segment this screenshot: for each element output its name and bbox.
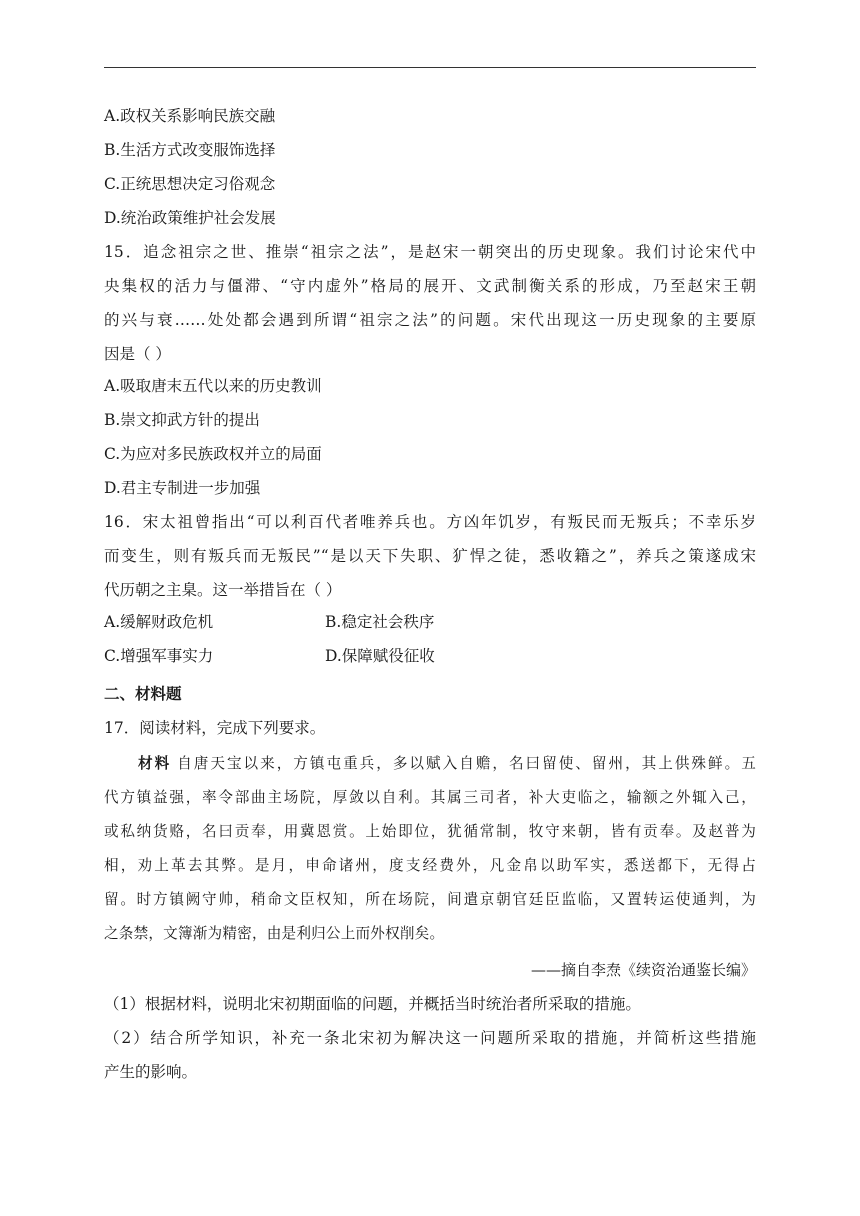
q16-option-d: D.保障赋役征收 bbox=[325, 647, 435, 665]
q14-option-d: D.统治政策维护社会发展 bbox=[104, 209, 276, 227]
q16-stem-line: 而变生，则有叛兵而无叛民”“是以天下失职、犷悍之徒，悉收籍之”，养兵之策遂成宋 bbox=[104, 547, 756, 565]
section-title: 二、材料题 bbox=[104, 685, 182, 703]
q16-stem-line: 16．宋太祖曾指出“可以利百代者唯养兵也。方凶年饥岁，有叛民而无叛兵；不幸乐岁 bbox=[104, 513, 756, 531]
q15-option-c: C.为应对多民族政权并立的局面 bbox=[104, 445, 322, 463]
q15-option-d: D.君主专制进一步加强 bbox=[104, 479, 261, 497]
q15-stem-line: 央集权的活力与僵滞、“守内虚外”格局的展开、文武制衡关系的形成，乃至赵宋王朝 bbox=[104, 277, 756, 295]
q17-sub-question-1: （1）根据材料，说明北宋初期面临的问题，并概括当时统治者所采取的措施。 bbox=[104, 995, 641, 1013]
material-text: 自唐天宝以来，方镇屯重兵，多以赋入自赡，名曰留使、留州，其上供殊鲜。五 bbox=[177, 755, 756, 772]
material-line: 留。时方镇阙守帅，稍命文臣权知，所在场院，间遣京朝官廷臣监临，又置转运使通判，为 bbox=[104, 891, 756, 908]
q15-option-b: B.崇文抑武方针的提出 bbox=[104, 411, 260, 429]
q17-intro: 17．阅读材料，完成下列要求。 bbox=[104, 719, 326, 737]
material-source: ——摘自李焘《续资治通鉴长编》 bbox=[530, 961, 756, 979]
material-line: 代方镇益强，率令部曲主场院，厚敛以自利。其属三司者，补大吏临之，输额之外辄入己， bbox=[104, 789, 756, 806]
material-line: 之条禁，文簿渐为精密，由是利归公上而外权削矣。 bbox=[104, 925, 445, 942]
q16-option-b: B.稳定社会秩序 bbox=[325, 613, 435, 631]
q15-stem-line: 因是（ ） bbox=[104, 345, 171, 363]
material-line bbox=[138, 754, 756, 774]
q15-stem-line: 的兴与衰……处处都会遇到所谓“祖宗之法”的问题。宋代出现这一历史现象的主要原 bbox=[104, 311, 756, 329]
q16-option-a: A.缓解财政危机 bbox=[104, 613, 214, 631]
q14-option-c: C.正统思想决定习俗观念 bbox=[104, 175, 276, 193]
header-rule bbox=[104, 67, 756, 68]
q14-option-a: A.政权关系影响民族交融 bbox=[104, 107, 276, 125]
material-label: 材料 bbox=[138, 755, 172, 772]
q14-option-b: B.生活方式改变服饰选择 bbox=[104, 141, 276, 159]
q16-option-c: C.增强军事实力 bbox=[104, 647, 214, 665]
q17-sub-question-2: （2）结合所学知识，补充一条北宋初为解决这一问题所采取的措施，并简析这些措施 bbox=[104, 1029, 756, 1047]
material-line: 或私纳货赂，名曰贡奉，用冀恩赏。上始即位，犹循常制，牧守来朝，皆有贡奉。及赵普为 bbox=[104, 823, 756, 840]
q15-stem-line: 15．追念祖宗之世、推崇“祖宗之法”，是赵宋一朝突出的历史现象。我们讨论宋代中 bbox=[104, 243, 756, 261]
q16-stem-line: 代历朝之主臬。这一举措旨在（ ） bbox=[104, 581, 342, 599]
material-line: 相，劝上革去其弊。是月，申命诸州，度支经费外，凡金帛以助军实，悉送都下，无得占 bbox=[104, 857, 756, 874]
q17-sub-question-2-cont: 产生的影响。 bbox=[104, 1063, 198, 1081]
q15-option-a: A.吸取唐末五代以来的历史教训 bbox=[104, 377, 322, 395]
